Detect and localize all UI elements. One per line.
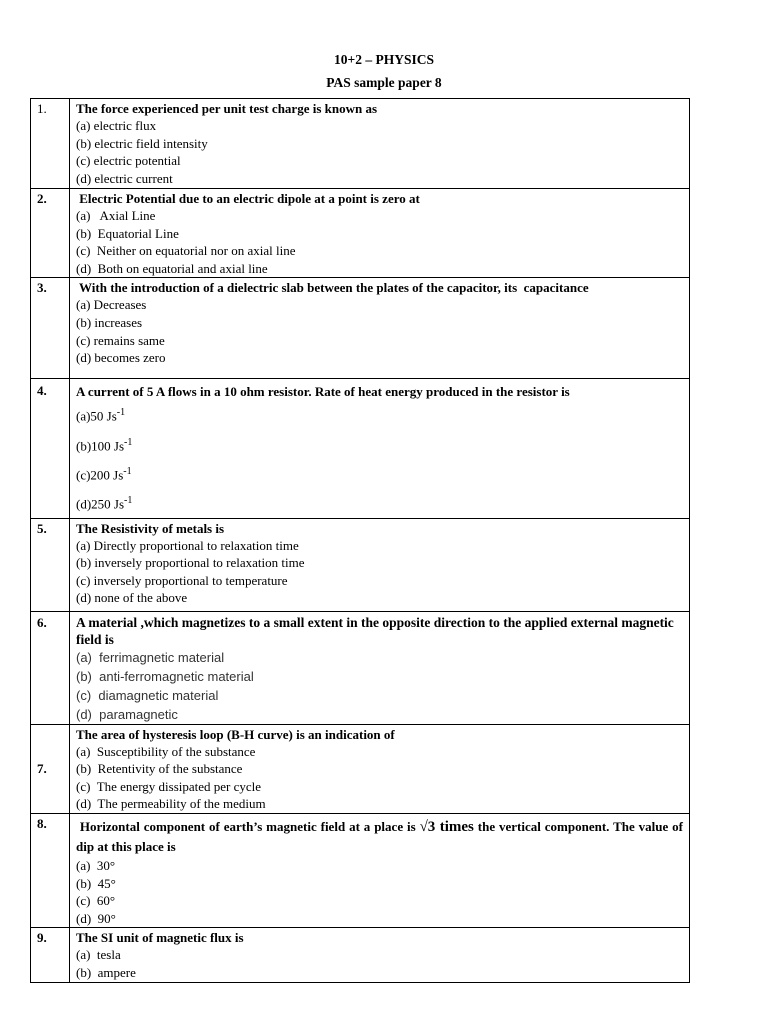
option: (a) electric flux [76, 118, 157, 133]
option: (b)100 $Js^{-1}$ [76, 436, 133, 454]
option: (c) The energy dissipated per cycle [76, 778, 262, 794]
question-text: Electric Potential due to an electric dipole at a point is zero at [76, 191, 420, 206]
question-row [31, 724, 690, 813]
option: (a) ferrimagnetic material [76, 649, 225, 665]
option: (a) Directly proportional to relaxation time [76, 537, 299, 553]
question-number: 1. [31, 99, 70, 189]
option: (a) Susceptibility of the substance [76, 743, 256, 759]
option: (b) electric field intensity [76, 135, 208, 151]
option: (a) tesla [76, 947, 121, 963]
question-text: The force experienced per unit test charge is known as [76, 101, 378, 116]
question-text: The area of hysteresis loop (B-H curve) is an indication of [76, 726, 395, 742]
question-number: 7. [31, 724, 70, 813]
question-row [31, 928, 690, 982]
question-text: A material ,which magnetizes to a small extent in the opposite direction to the applied external magnetic field is [76, 614, 674, 647]
question-number: 3. [31, 278, 70, 379]
option: (b) 45° [76, 875, 116, 891]
option: (d) becomes zero [76, 350, 166, 366]
option: (d) none of the above [76, 590, 188, 606]
paper-title: 10+2 – PHYSICS [334, 52, 434, 67]
question-row [31, 518, 690, 611]
option: (b) increases [76, 314, 143, 330]
question-text: With the introduction of a dielectric slab between the plates of the capacitor, its capacitance [76, 280, 589, 296]
question-row [31, 379, 690, 518]
option: (d)250 $Js^{-1}$ [76, 495, 133, 512]
option: (c) inversely proportional to temperature [76, 572, 288, 588]
option: (a) Decreases [76, 297, 147, 313]
question-text: A current of 5 A flows in a 10 ohm resistor. Rate of heat energy produced in the resistor is [76, 384, 570, 400]
option: (b) ampere [76, 965, 136, 981]
option: (c) 60° [76, 893, 116, 909]
question-text: Horizontal component of earth’s magnetic field at a place is √3 times the vertical component. The value of dip at this place is [76, 819, 683, 855]
question-number: 8. [31, 814, 70, 928]
question-number: 9. [31, 928, 70, 982]
question-row [31, 814, 690, 928]
question-text: The Resistivity of metals is [76, 520, 225, 536]
questions-table [30, 98, 690, 983]
option: (c) Neither on equatorial nor on axial line [76, 243, 296, 259]
option: (b) inversely proportional to relaxation time [76, 555, 305, 571]
paper-subtitle: PAS sample paper 8 [326, 75, 442, 90]
option: (b) Retentivity of the substance [76, 761, 243, 777]
option: (b) Equatorial Line [76, 225, 179, 241]
option: (a)50 $Js^{-1}$ [76, 407, 126, 424]
option: (c)200 $Js^{-1}$ [76, 466, 132, 483]
question-number: 5. [31, 518, 70, 611]
option: (d) electric current [76, 170, 173, 186]
question-number: 2. [31, 189, 70, 278]
option: (d) paramagnetic [76, 706, 178, 722]
question-row [31, 278, 690, 379]
question-number: 4. [31, 379, 70, 518]
option: (c) diamagnetic material [76, 687, 219, 703]
option: (d) The permeability of the medium [76, 796, 266, 812]
option: (a) Axial Line [76, 208, 156, 223]
question-row [31, 611, 690, 724]
option: (c) electric potential [76, 153, 181, 169]
option: (a) 30° [76, 858, 116, 874]
option: (d) 90° [76, 910, 116, 926]
question-row [31, 99, 690, 189]
question-number: 6. [31, 611, 70, 724]
question-row [31, 189, 690, 278]
option: (c) remains same [76, 332, 165, 348]
question-text: The SI unit of magnetic flux is [76, 930, 244, 946]
option: (d) Both on equatorial and axial line [76, 260, 268, 276]
option: (b) anti-ferromagnetic material [76, 668, 254, 684]
